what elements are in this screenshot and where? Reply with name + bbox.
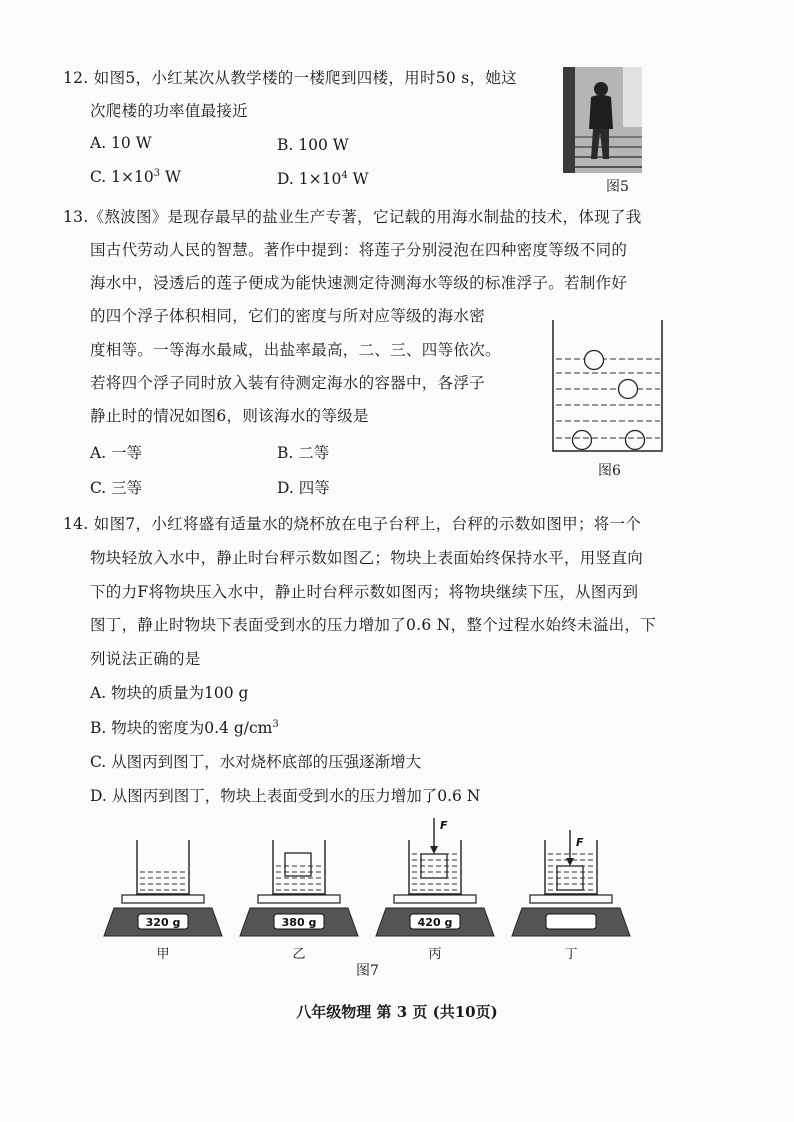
force-label-ding: F [576,836,584,849]
figure-7-scales-diagram [100,810,700,970]
label-bing: 丙 [428,947,442,962]
figure-7-caption: 图7 [356,963,379,979]
label-yi: 乙 [292,947,306,962]
scale-yi [240,840,358,936]
scale-jia [104,840,222,936]
figure-6-caption: 图6 [598,463,621,479]
q14-stem-line1: 14. 如图7，小红将盛有适量水的烧杯放在电子台秤上，台秤的示数如图甲；将一个 [63,515,642,533]
q12-stem-line2: 次爬楼的功率值最接近 [90,102,249,120]
force-label-bing: F [440,819,448,832]
q13-stem-line1: 13.《熬波图》是现存最早的盐业生产专著，它记载的用海水制盐的技术，体现了我 [63,208,642,226]
q13-stem-line3: 海水中，浸透后的莲子便成为能快速测定待测海水等级的标准浮子。若制作好 [90,274,628,292]
q14-option-a: A. 物块的质量为100 g [90,684,249,702]
q13-stem-line2: 国古代劳动人民的智慧。著作中提到：将莲子分别浸泡在四种密度等级不同的 [90,241,628,259]
q13-option-c: C. 三等 [90,479,143,497]
float-ball-surface [585,351,604,370]
q14-stem-line3: 下的力F将物块压入水中，静止时台秤示数如图丙；将物块继续下压，从图丙到 [90,583,639,601]
page-footer: 八年级物理 第 3 页 (共10页) [296,1003,498,1021]
label-ding: 丁 [564,947,578,962]
q13-option-a: A. 一等 [90,444,143,462]
q12-option-d: D. $1\times 10^4$ W [277,169,369,188]
float-ball-middle [619,380,638,399]
scale-reading-yi: 380 g [281,916,317,929]
q13-stem-line7: 静止时的情况如图6，则该海水的等级是 [90,407,369,425]
scale-reading-jia: 320 g [145,916,181,929]
float-ball-bottom-right [626,431,645,450]
q14-option-b: B. 物块的密度为0.4 $g/cm^3$ [90,718,279,737]
q14-option-c: C. 从图丙到图丁，水对烧杯底部的压强逐渐增大 [90,753,422,771]
figure-5-stairs-photo [563,67,642,173]
float-ball-bottom-left [573,431,592,450]
figure-6-container-diagram [550,318,665,458]
q14-option-d: D. 从图丙到图丁，物块上表面受到水的压力增加了0.6 N [90,787,481,805]
q12-stem-line1: 12. 如图5，小红某次从教学楼的一楼爬到四楼，用时50 s，她这 [63,69,517,87]
scale-ding [512,830,630,936]
q12-option-b: B. 100 W [277,136,349,154]
q14-stem-line2: 物块轻放入水中，静止时台秤示数如图乙；物块上表面始终保持水平，用竖直向 [90,549,644,567]
scale-reading-bing: 420 g [417,916,453,929]
q14-stem-line4: 图丁，静止时物块下表面受到水的压力增加了0.6 N，整个过程水始终未溢出，下 [90,616,657,634]
scale-bing [376,818,494,936]
q13-option-b: B. 二等 [277,444,330,462]
q13-stem-line6: 若将四个浮子同时放入装有待测定海水的容器中，各浮子 [90,374,486,392]
q12-option-c: C. $1\times 10^3$ W [90,167,181,186]
figure-5-caption: 图5 [606,179,629,195]
label-jia: 甲 [156,947,170,962]
q12-option-a: A. 10 W [90,134,152,152]
q13-stem-line4: 的四个浮子体积相同，它们的密度与所对应等级的海水密 [90,307,486,325]
q13-option-d: D. 四等 [277,479,330,497]
q13-stem-line5: 度相等。一等海水最咸，出盐率最高，二、三、四等依次。 [90,341,501,359]
q14-stem-line5: 列说法正确的是 [90,650,201,668]
